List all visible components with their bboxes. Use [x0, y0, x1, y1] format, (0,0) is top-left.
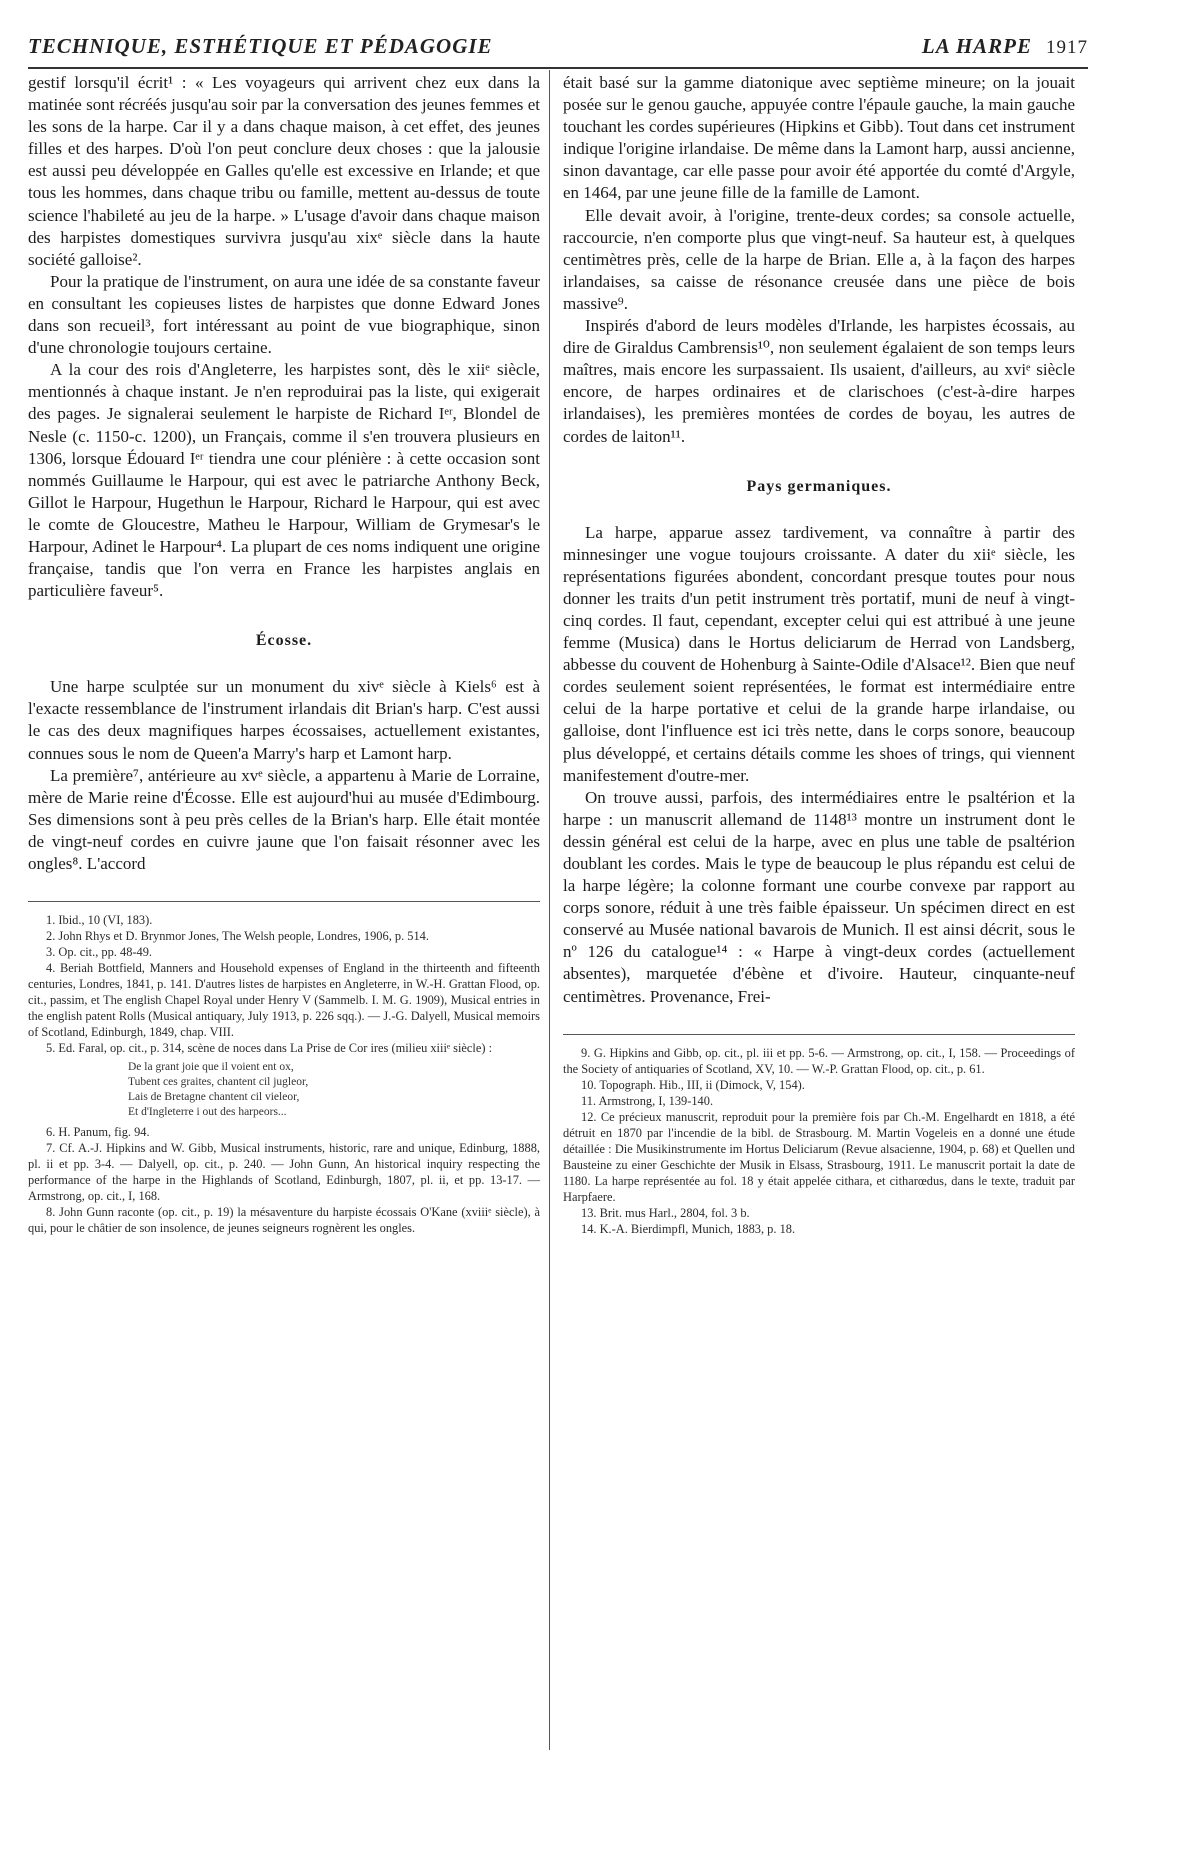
footnote: 9. G. Hipkins and Gibb, op. cit., pl. iii et pp. 5-6. — Armstrong, op. cit., I, 158. — Proceedings of the Society of antiquaries of Scotland, XV, 10. — W.-P. Grattan Flood, op. cit., p. 61.: [563, 1045, 1075, 1076]
paragraph: Une harpe sculptée sur un monument du xivᵉ siècle à Kiels⁶ est à l'exacte ressemblance de l'instrument irlandais dit Brian's harp. C'est aussi le cas des deux magnifiques harpes écossaises, actuellement existantes, connues sous le nom de Queen'a Marry's harp et Lamont harp.: [28, 677, 540, 763]
paragraph: Elle devait avoir, à l'origine, trente-deux cordes; sa console actuelle, raccourcie, n'en comporte plus que vingt-neuf. Sa hauteur est, à quelques centimètres près, celle de la harpe de Brian. Elle a, à la façon des harpes irlandaises, sa caisse de résonance creusée dans une pièce de bois massive⁹.: [563, 205, 1075, 313]
footnote: 13. Brit. mus Harl., 2804, fol. 3 b.: [581, 1205, 750, 1220]
page-number: 1917: [1046, 37, 1088, 58]
header-rule: [28, 67, 1088, 69]
footnote: 5. Ed. Faral, op. cit., p. 314, scène de noces dans La Prise de Cor ires (milieu xiiiᵉ siècle) :: [46, 1041, 493, 1056]
paragraph: était basé sur la gamme diatonique avec septième mineure; on la jouait posée sur le genou gauche, appuyée contre l'épaule gauche, la main gauche touchant les cordes supérieures (Hipkins et Gibb). Tout dans cet instrument indique l'origine irlandaise. De même dans la Lamont harp, aussi ancienne, sinon davantage, car elle passe pour avoir été apportée du comté d'Argyle, en 1464, par une jeune fille de la famille de Lamont.: [563, 73, 1075, 203]
footnote: 10. Topograph. Hib., III, ii (Dimock, V, 154).: [581, 1077, 805, 1092]
footnote: 2. John Rhys et D. Brynmor Jones, The Welsh people, Londres, 1906, p. 514.: [46, 929, 429, 944]
footnote: 6. H. Panum, fig. 94.: [46, 1125, 150, 1140]
footnotes-left: [28, 901, 540, 1236]
paragraph: gestif lorsqu'il écrit¹ : « Les voyageurs qui arrivent chez eux dans la matinée sont récréés jusqu'au soir par la conversation des jeunes femmes et les sons de la harpe. Car il y a dans chaque maison, à cet effet, des jeunes filles et des harpes. D'où l'on peut conclure deux choses : que la jalousie est aussi peu développée en Galles qu'elle est excessive en Irlande; et que tous les hommes, dans chaque tribu ou famille, mettent au-dessus de toute science l'habileté au jeu de la harpe. » L'usage d'avoir dans chaque maison des harpistes domestiques survivra jusqu'au xixᵉ siècle dans la haute société galloise².: [28, 73, 540, 269]
running-head-right: [922, 34, 1088, 59]
running-head: [28, 30, 1088, 66]
right-column: [563, 72, 1075, 1237]
footnote: 3. Op. cit., pp. 48-49.: [46, 945, 152, 960]
footnote: 12. Ce précieux manuscrit, reproduit pour la première fois par Ch.-M. Engelhardt en 1818, a été détruit en 1870 par l'incendie de la bibl. de Strasbourg. M. Martin Vogeleis en a donné une étude détaillée : Die Musikinstrumente im Hortus Deliciarum (Revue alsacienne, 1904, p. 68) et Quellen und Bausteine zu einer Geschichte der Musik in Elsass, Strasbourg, 1911. Le manuscrit portait la date de 1180. La harpe représentée au fol. 18 y était appelée cithara, et citharœdus, dans le texte, traduit par Harpfaere.: [563, 1109, 1075, 1204]
footnotes-right: [563, 1034, 1075, 1237]
left-column: [28, 72, 540, 1236]
footnote: 14. K.-A. Bierdimpfl, Munich, 1883, p. 18.: [581, 1221, 796, 1236]
verse-line: Tubent ces graites, chantent cil jugleor,: [128, 1076, 309, 1089]
verse-line: Lais de Bretagne chantent cil vieleor,: [128, 1091, 300, 1104]
running-head-title: LA HARPE: [921, 34, 1032, 58]
verse-quotation: [128, 1060, 540, 1120]
running-head-left: TECHNIQUE, ESTHÉTIQUE ET PÉDAGOGIE: [28, 34, 493, 58]
paragraph: Inspirés d'abord de leurs modèles d'Irlande, les harpistes écossais, au dire de Giraldus Cambrensis¹⁰, non seulement égalaient de son temps leurs maîtres, mais encore les surpassaient. Ils usaient, d'ailleurs, au xviᵉ siècle encore, de harpes ordinaires et de clarischoes (c'est-à-dire harpes irlandaises), les premières montées de cordes de boyau, les autres de cordes de laiton¹¹.: [563, 316, 1075, 446]
paragraph: A la cour des rois d'Angleterre, les harpistes sont, dès le xiiᵉ siècle, mentionnés à chaque instant. Je n'en reproduirai pas la liste, qui exigerait des pages. Je signalerai seulement le harpiste de Richard Iᵉʳ, Blondel de Nesle (c. 1150-c. 1200), un Français, comme il s'en trouvera plusieurs en 1306, lorsque Édouard Iᵉʳ tiendra une cour plénière : à cette occasion sont nommés Guillaume le Harpour, qui est avec le patriarche Anthony Beck, Gillot le Harpour, Hugethun le Harpour, Richard le Harpour, qui est avec le comte de Gloucestre, Matheu le Harpour, William de Grymesar's le Harpour, Adinet le Harpour⁴. La plupart de ces noms indiquent une origine française, tandis que l'on verra en France les harpistes anglais en particulière faveur⁵.: [28, 360, 540, 601]
footnote: 11. Armstrong, I, 139-140.: [581, 1093, 714, 1108]
verse-line: De la grant joie que il voient ent ox,: [128, 1061, 294, 1074]
paragraph: La harpe, apparue assez tardivement, va connaître à partir des minnesinger une vogue toujours croissante. A dater du xiiᵉ siècle, les représentations figurées abondent, concordant presque toutes pour nous donner les traits d'un petit instrument très portatif, muni de neuf à vingt-cinq cordes. Il faut, cependant, excepter celui qui est attribué à une jeune femme (Musica) dans le Hortus deliciarum de Herrad von Landsberg, abbesse du couvent de Hohenburg à Sainte-Odile d'Alsace¹². Bien que neuf cordes seulement soient représentées, le format est intermédiaire entre celui de la harpe portative et celui de la grande harpe irlandaise, ou galloise, dont l'influence est ici très nette, dans le corps sonore, beaucoup plus développé, et certains détails comme les shoes of trings, qui viennent manifestement d'outre-mer.: [563, 522, 1075, 785]
footnote: 1. Ibid., 10 (VI, 183).: [46, 913, 153, 928]
paragraph: La première⁷, antérieure au xvᵉ siècle, a appartenu à Marie de Lorraine, mère de Marie reine d'Écosse. Elle est aujourd'hui au musée d'Edimbourg. Ses dimensions sont à peu près celles de la Brian's harp. Elle était montée de vingt-neuf cordes en cuivre jaune que l'on faisait résonner avec les ongles⁸. L'accord: [28, 765, 540, 873]
paragraph: On trouve aussi, parfois, des intermédiaires entre le psaltérion et la harpe : un manuscrit allemand de 1148¹³ montre un instrument dont le dessin général est celui de la harpe, avec en plus une table de psaltérion doublant les cordes. Mais le type de beaucoup le plus répandu est celui de la harpe légère; la colonne formant une courbe convexe par rapport au corps sonore, réduit à une très faible épaisseur. Un spécimen direct en est conservé au Musée national bavarois de Munich. Il est ainsi décrit, sous le nº 126 du catalogue¹⁴ : « Harpe à vingt-deux cordes (actuellement absentes), marquetée d'ébène et d'ivoire. Hauteur, cinquante-neuf centimètres. Provenance, Frei-: [563, 787, 1075, 1006]
paragraph: Pour la pratique de l'instrument, on aura une idée de sa constante faveur en consultant les copieuses listes de harpistes que donne Edward Jones dans son recueil³, fort intéressant au point de vue biographique, sinon d'une chronologie toujours certaine.: [28, 271, 540, 358]
section-heading-pays-germaniques: Pays germaniques.: [746, 477, 892, 495]
section-heading-ecosse: Écosse.: [255, 632, 313, 650]
footnote: 8. John Gunn raconte (op. cit., p. 19) la mésaventure du harpiste écossais O'Kane (xviiiᵉ siècle), à qui, pour le châtier de son insolence, de jeunes seigneurs rognèrent les ongles.: [28, 1205, 540, 1236]
footnote: 7. Cf. A.-J. Hipkins and W. Gibb, Musical instruments, historic, rare and unique, Edinburg, 1888, pl. ii et pp. 3-4. — Dalyell, op. cit., p. 240. — John Gunn, An historical inquiry respecting the performance of the harpe in the Highlands of Scotland, Edinburgh, 1807, pl. ii, et pp. 13-17. — Armstrong, op. cit., I, 168.: [28, 1141, 540, 1204]
verse-line: Et d'Ingleterre i out des harpeors...: [128, 1106, 287, 1119]
footnote: 4. Beriah Bottfield, Manners and Household expenses of England in the thirteenth and fifteenth centuries, Londres, 1841, p. 141. D'autres listes de harpistes en Angleterre, in W.-H. Grattan Flood, op. cit., passim, et The english Chapel Royal under Henry V (Sammelb. I. M. G. 1909), Musical entries in the english patent Rolls (Musical antiquary, July 1913, p. 226 sqq.). — J.-G. Dalyell, Musical memoirs of Scotland, Edinburgh, 1849, chap. VIII.: [28, 961, 540, 1040]
column-divider: [549, 70, 550, 1750]
